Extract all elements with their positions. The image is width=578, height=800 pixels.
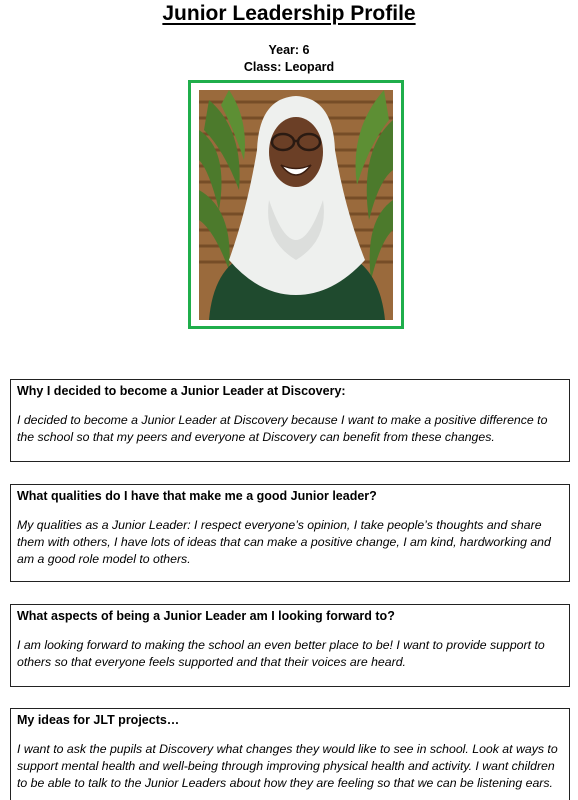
section-heading: Why I decided to become a Junior Leader at Discovery: (17, 384, 346, 398)
section-qualities (10, 484, 570, 582)
section-body: I am looking forward to making the school an even better place to be! I want to provide support to others so that everyone feels supported and that their voices are heard. (17, 638, 545, 669)
page-title: Junior Leadership Profile (162, 2, 416, 25)
student-portrait-illustration (199, 90, 393, 320)
class-label: Class: Leopard (243, 60, 335, 74)
section-why-leader (10, 379, 570, 462)
section-body: I want to ask the pupils at Discovery what changes they would like to see in school. Look at ways to support mental health and well-being through improving physical health and activity. I want children to be able to talk to the Junior Leaders about how they are feeling so that we can be listening ears. (17, 742, 558, 790)
profile-photo (199, 90, 393, 320)
profile-photo-frame (188, 80, 404, 329)
section-project-ideas (10, 708, 570, 800)
section-heading: What aspects of being a Junior Leader am I looking forward to? (17, 609, 395, 623)
section-body: My qualities as a Junior Leader: I respect everyone’s opinion, I take people’s thoughts and share them with others, I have lots of ideas that can make a positive change, I am kind, hardworking and am a good role model to others. (17, 518, 551, 566)
section-heading: My ideas for JLT projects… (17, 713, 180, 727)
section-body: I decided to become a Junior Leader at Discovery because I want to make a positive difference to the school so that my peers and everyone at Discovery can benefit from these changes. (17, 413, 548, 444)
section-looking-forward (10, 604, 570, 687)
year-label: Year: 6 (268, 43, 310, 57)
section-heading: What qualities do I have that make me a good Junior leader? (17, 489, 377, 503)
